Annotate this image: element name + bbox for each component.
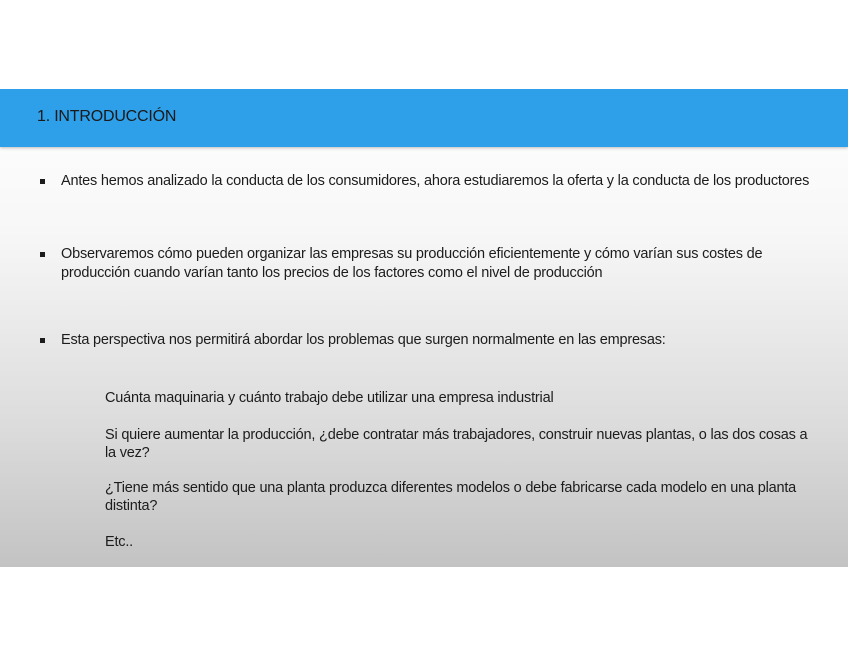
bullet-item: [40, 331, 810, 350]
bullet-marker-icon: [40, 252, 45, 257]
bullet-text: Esta perspectiva nos permitirá abordar los problemas que surgen normalmente en las empresas:: [61, 332, 666, 348]
bullet-text: Antes hemos analizado la conducta de los consumidores, ahora estudiaremos la oferta y la conducta de los productores: [61, 173, 810, 189]
bullet-item: [40, 172, 810, 191]
bullet-marker-icon: [40, 179, 45, 184]
bullet-item: [40, 245, 810, 283]
slide-title: 1. INTRODUCCIÓN: [37, 108, 177, 125]
sub-item: Si quiere aumentar la producción, ¿debe contratar más trabajadores, construir nuevas plantas, o las dos cosas a la vez?: [105, 427, 808, 461]
sub-item: Cuánta maquinaria y cuánto trabajo debe utilizar una empresa industrial: [105, 390, 554, 406]
title-bar: [0, 89, 848, 147]
slide: [0, 89, 848, 567]
sub-item: ¿Tiene más sentido que una planta produzca diferentes modelos o debe fabricarse cada modelo en una planta distinta?: [105, 480, 797, 514]
bullet-marker-icon: [40, 338, 45, 343]
bullet-text: Observaremos cómo pueden organizar las empresas su producción eficientemente y cómo varían sus costes de producción cuando varían tanto los precios de los factores como el nivel de producción: [61, 246, 763, 281]
sub-item: Etc..: [105, 534, 134, 550]
